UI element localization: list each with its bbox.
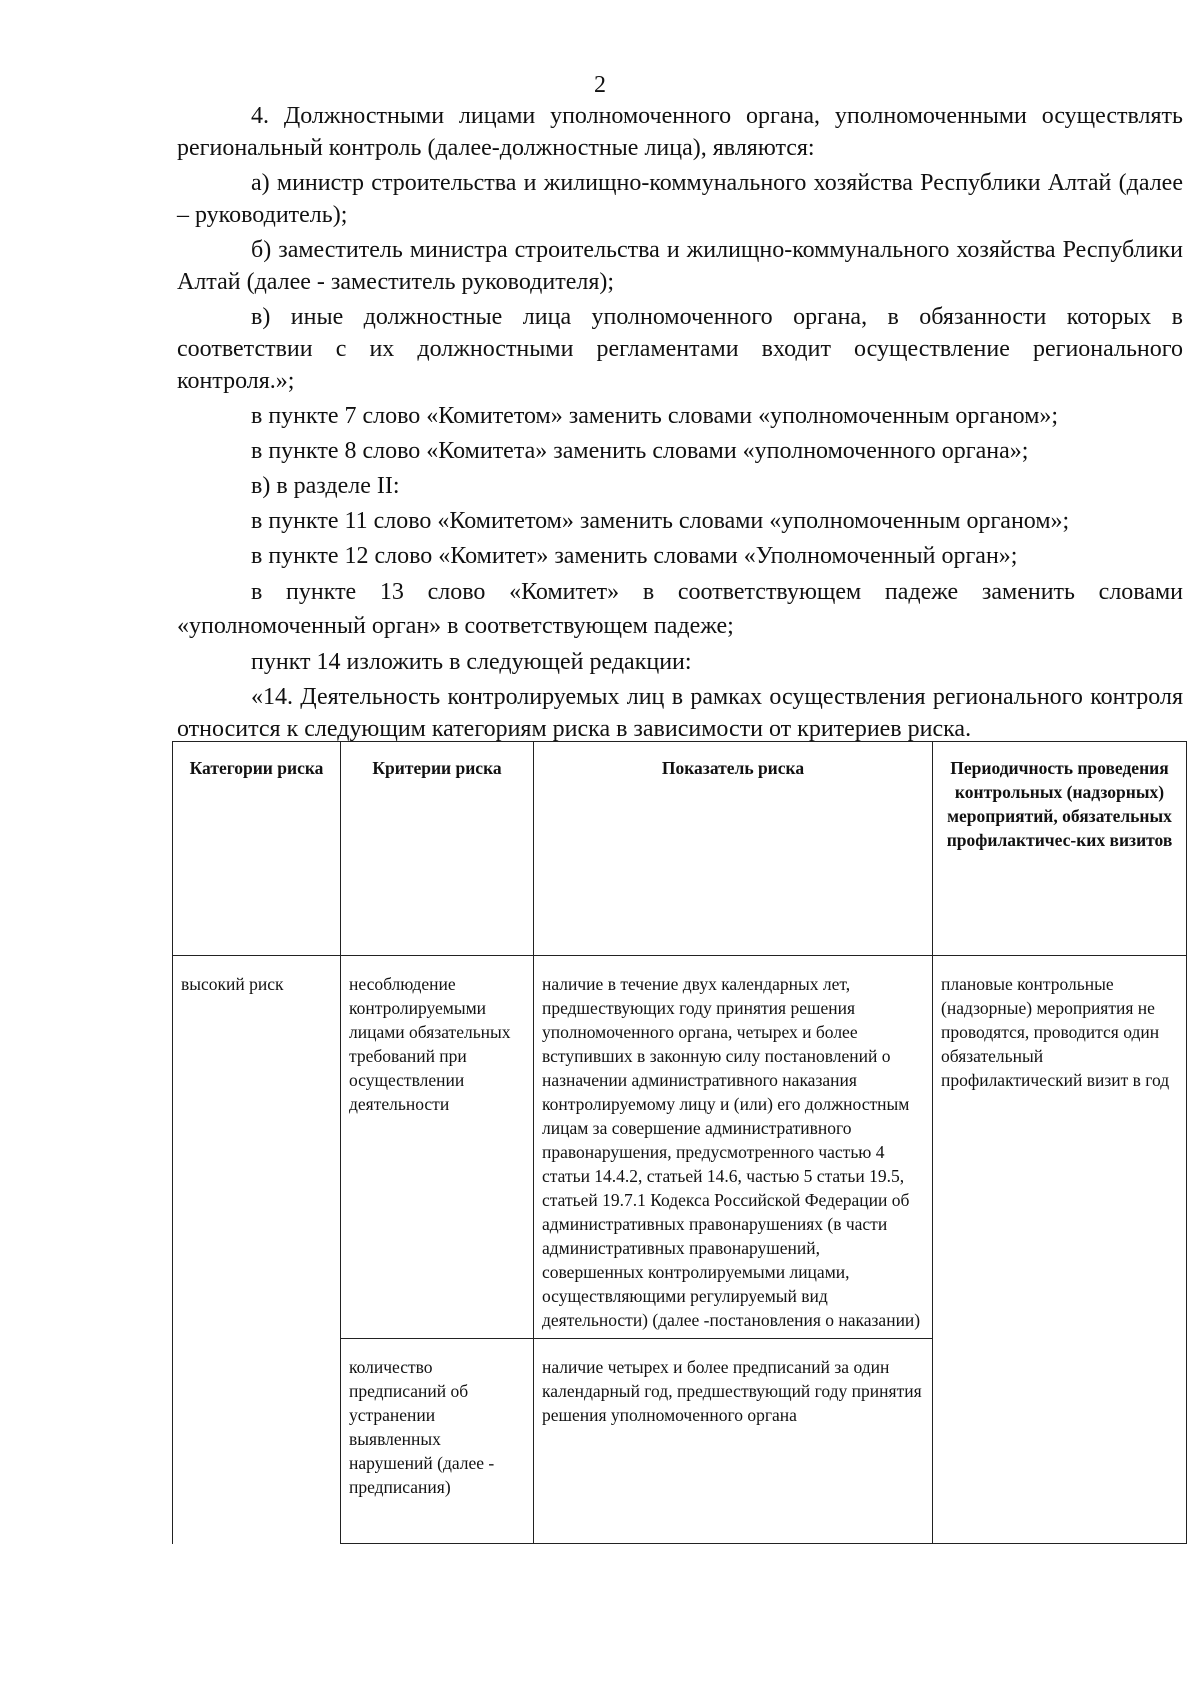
paragraph-officials: 4. Должностными лицами уполномоченного органа, уполномоченными осуществлять региональный контроль (далее-должностные лица), являются: <box>177 103 1183 161</box>
paragraph-point-11: в пункте 11 слово «Комитетом» заменить словами «уполномоченным органом»; <box>251 508 1070 534</box>
cell-risk-criteria: количество предписаний об устранении выявленных нарушений (далее - предписания) <box>341 1339 534 1544</box>
risk-categories-table <box>172 741 1187 1544</box>
paragraph-point-12: в пункте 12 слово «Комитет» заменить словами «Уполномоченный орган»; <box>251 543 1018 569</box>
header-risk-indicator: Показатель риска <box>534 742 933 956</box>
page-number: 2 <box>594 72 606 98</box>
cell-risk-category: высокий риск <box>173 956 341 1544</box>
header-periodicity: Периодичность проведения контрольных (надзорных) мероприятий, обязательных профилактичес-ких визитов <box>933 742 1187 956</box>
cell-risk-indicator: наличие в течение двух календарных лет, предшествующих году принятия решения уполномоченного органа, четырех и более вступивших в законную силу постановлений о назначении административного наказания контролируемому лицу и (или) его должностным лицам за совершение административного правонарушения, предусмотренного частью 4 статьи 14.4.2, статьей 14.6, частью 5 статьи 19.5, статьей 19.7.1 Кодекса Российской Федерации об административных правонарушениях (в части административных правонарушений, совершенных контролируемыми лицами, осуществляющими регулируемый вид деятельности) (далее -постановления о наказании) <box>534 956 933 1339</box>
table-row <box>173 956 1187 1339</box>
paragraph-point-7: в пункте 7 слово «Комитетом» заменить словами «уполномоченным органом»; <box>251 403 1059 429</box>
cell-risk-indicator: наличие четырех и более предписаний за один календарный год, предшествующий году принятия решения уполномоченного органа <box>534 1339 933 1544</box>
table-header-row <box>173 742 1187 956</box>
paragraph-point-14: пункт 14 изложить в следующей редакции: <box>251 649 692 675</box>
paragraph-point-14-text: «14. Деятельность контролируемых лиц в рамках осуществления регионального контроля относится к следующим категориям риска в зависимости от критериев риска. <box>177 684 1183 742</box>
paragraph-section-2: в) в разделе II: <box>251 473 400 499</box>
document-body <box>177 100 1183 745</box>
paragraph-point-8: в пункте 8 слово «Комитета» заменить словами «уполномоченного органа»; <box>251 438 1029 464</box>
header-risk-category: Категории риска <box>173 742 341 956</box>
paragraph-item-c: в) иные должностные лица уполномоченного органа, в обязанности которых в соответствии с их должностными регламентами входит осуществление регионального контроля.»; <box>177 304 1183 394</box>
paragraph-item-b: б) заместитель министра строительства и жилищно-коммунального хозяйства Республики Алтай (далее - заместитель руководителя); <box>177 237 1183 295</box>
paragraph-point-13: в пункте 13 слово «Комитет» в соответствующем падеже заменить словами «уполномоченный орган» в соответствующем падеже; <box>177 579 1183 639</box>
cell-risk-criteria: несоблюдение контролируемыми лицами обязательных требований при осуществлении деятельности <box>341 956 534 1339</box>
header-risk-criteria: Критерии риска <box>341 742 534 956</box>
cell-periodicity: плановые контрольные (надзорные) мероприятия не проводятся, проводится один обязательный профилактический визит в год <box>933 956 1187 1544</box>
paragraph-item-a: а) министр строительства и жилищно-коммунального хозяйства Республики Алтай (далее – руководитель); <box>177 170 1183 228</box>
